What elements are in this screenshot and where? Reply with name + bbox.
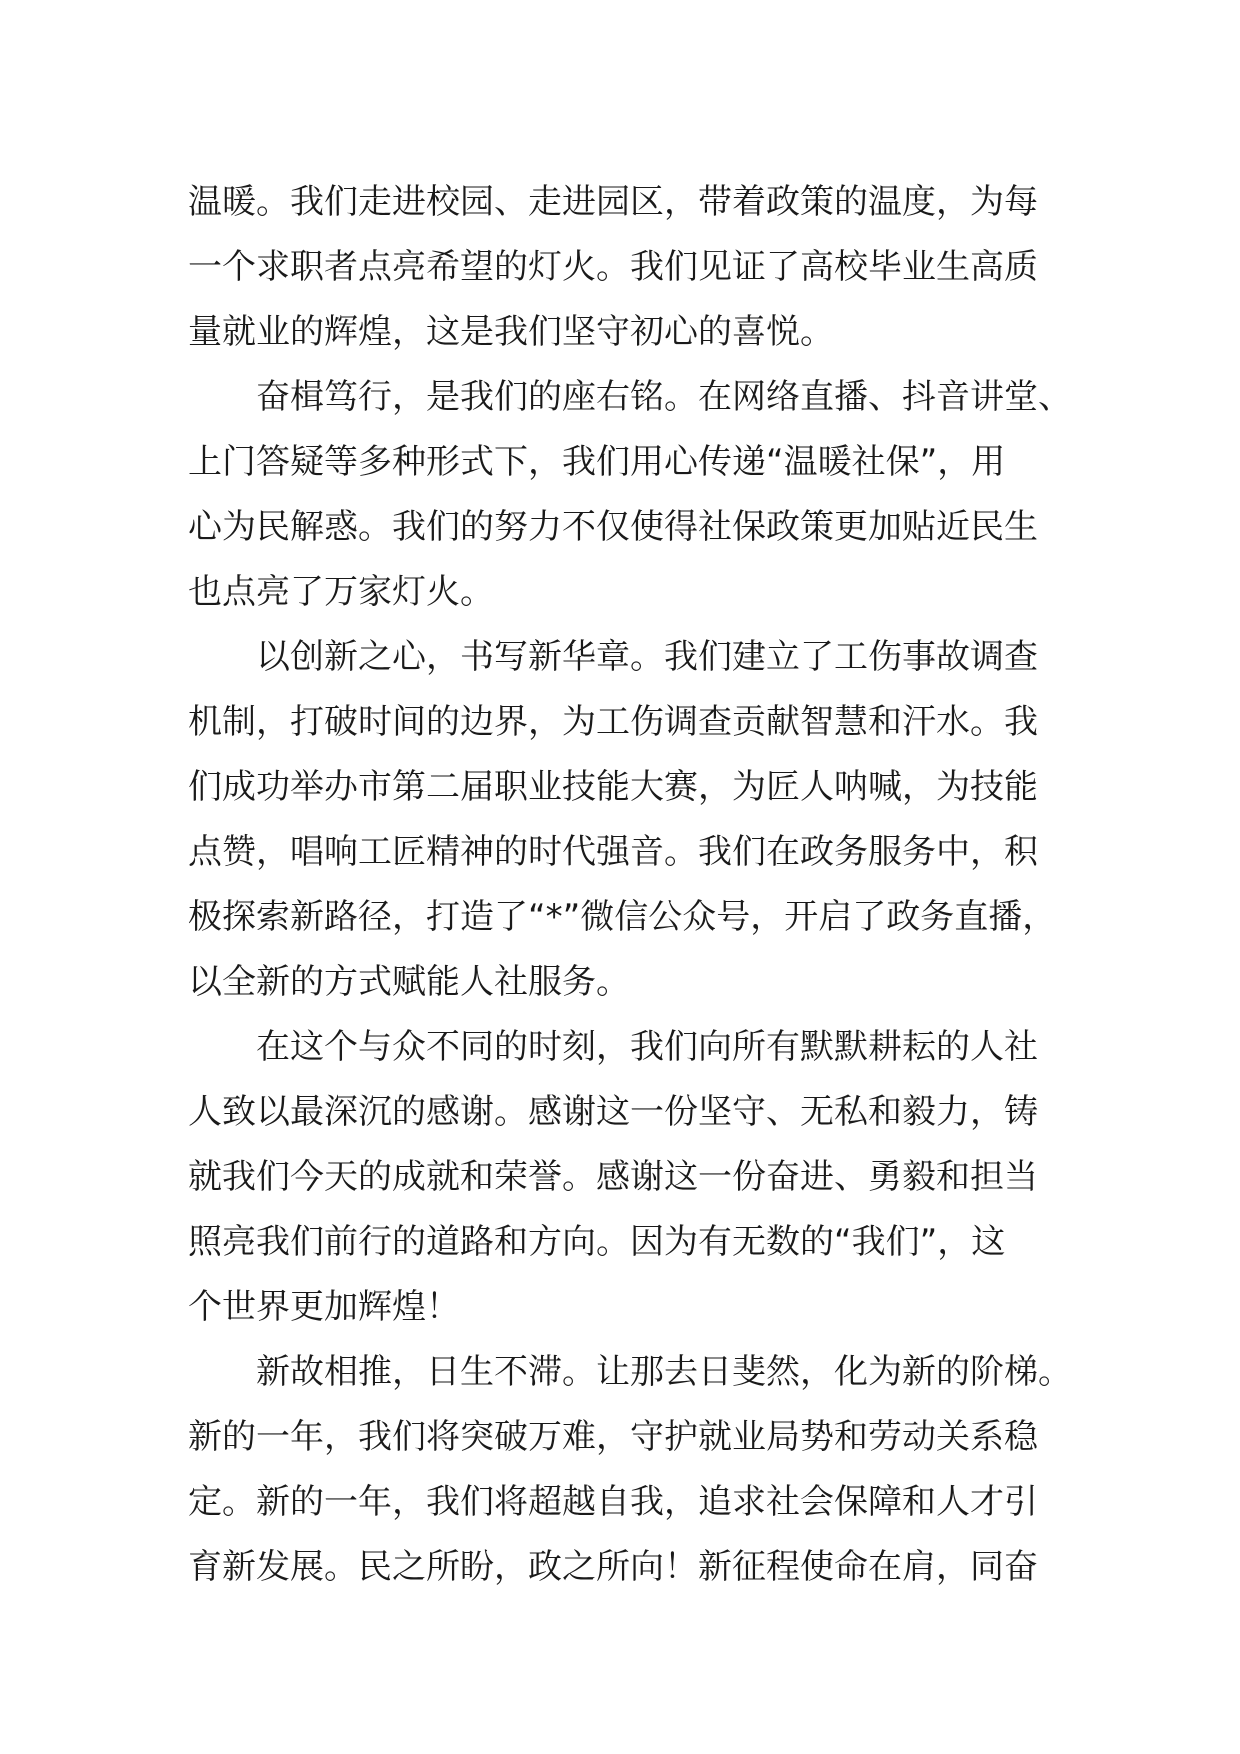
paragraph-1 [188, 170, 1088, 365]
paragraph-4 [188, 1015, 1088, 1340]
text-line: 机制，打破时间的边界，为工伤调查贡献智慧和汗水。我 [188, 702, 1038, 742]
text-line: 人致以最深沉的感谢。感谢这一份坚守、无私和毅力，铸 [188, 1092, 1038, 1132]
paragraph-5 [188, 1340, 1088, 1600]
text-line: 新的一年，我们将突破万难，守护就业局势和劳动关系稳 [188, 1417, 1038, 1457]
text-line: 温暖。我们走进校园、走进园区，带着政策的温度，为每 [188, 182, 1038, 222]
text-line: 以创新之心，书写新华章。我们建立了工伤事故调查 [256, 637, 1038, 677]
text-line: 育新发展。民之所盼，政之所向！新征程使命在肩，同奋 [188, 1547, 1038, 1587]
text-line: 心为民解惑。我们的努力不仅使得社保政策更加贴近民生 [188, 507, 1038, 547]
text-line: 点赞，唱响工匠精神的时代强音。我们在政务服务中，积 [188, 832, 1038, 872]
text-line: 一个求职者点亮希望的灯火。我们见证了高校毕业生高质 [188, 247, 1038, 287]
body-text [188, 170, 1088, 1600]
paragraph-3 [188, 625, 1088, 1015]
text-line: 定。新的一年，我们将超越自我，追求社会保障和人才引 [188, 1482, 1038, 1522]
text-line: 在这个与众不同的时刻，我们向所有默默耕耘的人社 [256, 1027, 1038, 1067]
text-line: 就我们今天的成就和荣誉。感谢这一份奋进、勇毅和担当 [188, 1157, 1038, 1197]
text-line: 以全新的方式赋能人社服务。 [188, 962, 630, 1002]
text-line: 极探索新路径，打造了“*”微信公众号，开启了政务直播， [188, 897, 1057, 937]
text-line: 也点亮了万家灯火。 [188, 572, 494, 612]
text-line: 个世界更加辉煌！ [188, 1287, 460, 1327]
text-line: 照亮我们前行的道路和方向。因为有无数的“我们”，这 [188, 1222, 1006, 1262]
text-line: 量就业的辉煌，这是我们坚守初心的喜悦。 [188, 312, 834, 352]
paragraph-2 [188, 365, 1088, 625]
text-line: 上门答疑等多种形式下，我们用心传递“温暖社保”，用 [188, 442, 1006, 482]
text-line: 们成功举办市第二届职业技能大赛，为匠人呐喊，为技能 [188, 767, 1038, 807]
text-line: 奋楫笃行，是我们的座右铭。在网络直播、抖音讲堂、 [256, 377, 1072, 417]
text-line: 新故相推，日生不滞。让那去日斐然，化为新的阶梯。 [256, 1352, 1072, 1392]
